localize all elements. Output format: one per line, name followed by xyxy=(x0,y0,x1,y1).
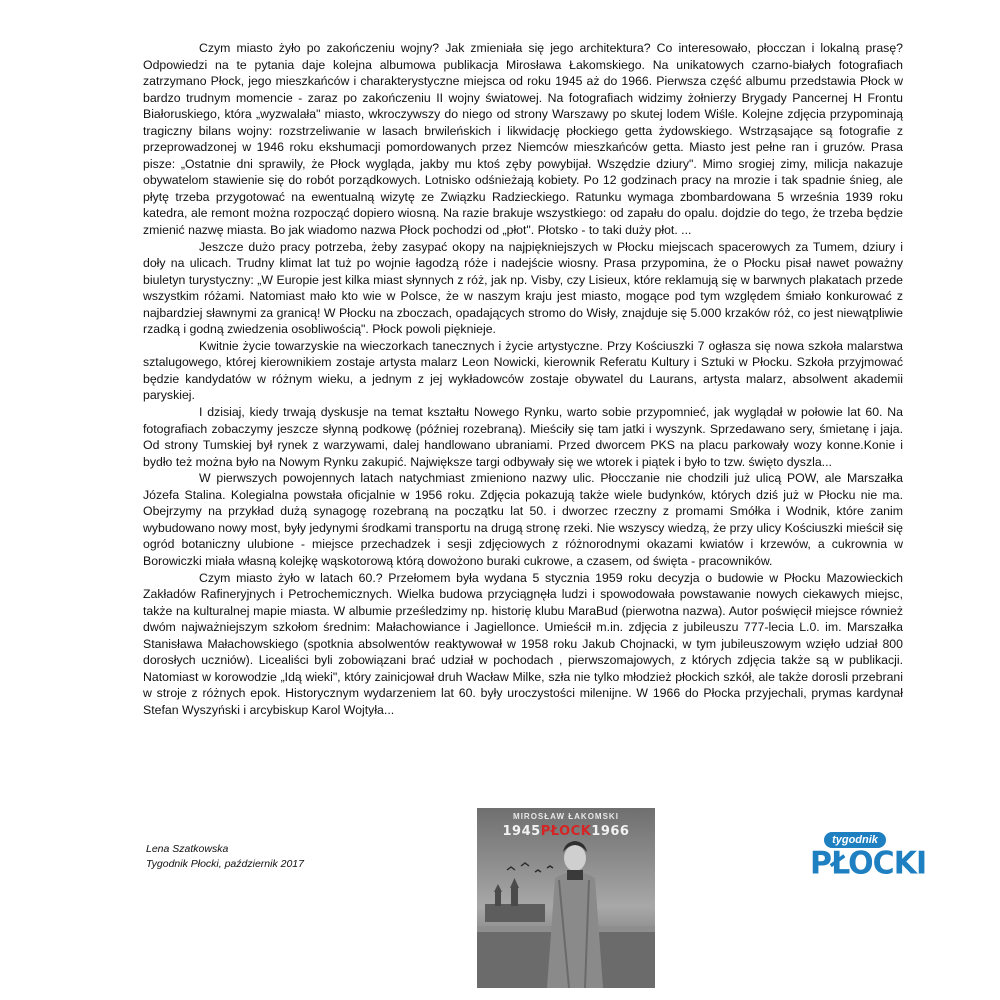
cover-author: MIROSŁAW ŁAKOMSKI xyxy=(513,812,619,821)
paragraph-1: Czym miasto żyło po zakończeniu wojny? Jak zmieniała się jego architektura? Co interesowało, płocczan i lokalną prasę? Odpowiedzi na te pytania daje kolejna albumowa publikacja Mirosława Łakomskiego. Na unikatowych czarno-białych fotografiach zatrzymano Płock, jego mieszkańców i charakterystyczne miejsca od roku 1945 aż do 1966. Pierwsza część albumu przedstawia Płock w bardzo trudnym momencie - zaraz po zakończeniu II wojny światowej. Na fotografiach widzimy żołnierzy Brygady Pancernej H Frontu Białoruskiego, która „wyzwalała" miasto, wkroczywszy do niego od strony Warszawy po skutej lodem Wiśle. Kolejne zdjęcia przypominają tragiczny bilans wojny: rozstrzeliwanie w lasach brwileńskich i likwidację płockiego getta żydowskiego. Wstrząsające są fotografie z przeprowadzonej w 1946 roku ekshumacji pomordowanych przez Niemców mieszkańców getta. Miasto jest pełne ran i gruzów. Prasa pisze: „Ostatnie dni sprawily, że Płock wygląda, jakby mu ktoś zęby powybijał. Wszędzie dziury". Mimo srogiej zimy, milicja nakazuje obywatelom stawienie się do robót porządkowych. Lotnisko odśnieżają kobiety. Po 12 godzinach pracy na mrozie i tak spadnie śnieg, ale płytę trzeba przygotować na ewentualną wizytę ze Związku Radzieckiego. Ratunku wymaga zbombardowana 5 września 1939 roku katedra, ale remont można rozpocząć dopiero wiosną. Na razie brakuje wszystkiego: od zapału do opalu. dojdzie do tego, że trzeba będzie zmienić nazwę miasta. Bo jak wiadomo nazwa Płock pochodzi od „płot". Płotsko - to taki duży płot. ... xyxy=(143,41,903,238)
cover-year-end: 1966 xyxy=(591,824,630,839)
signature-source: Tygodnik Płocki, październik 2017 xyxy=(146,858,304,870)
cover-year-start: 1945 xyxy=(502,824,541,839)
article-body xyxy=(143,40,903,718)
signature-author: Lena Szatkowska xyxy=(146,843,229,855)
cover-title xyxy=(477,824,655,839)
logo-badge: tygodnik xyxy=(824,832,886,848)
paragraph-6: Czym miasto żyło w latach 60.? Przełomem była wydana 5 stycznia 1959 roku decyzja o budowie w Płocku Mazowieckich Zakładów Rafineryjnych i Petrochemicznych. Wielka budowa przyciągnęła ludzi i spowodowała powstawanie nowych ciekawych miejsc, także na kulturalnej mapie miasta. W albumie prześledzimy np. historię klubu MaraBud (pierwotna nazwa). Autor poświęcił miejsce również dwóm najważniejszym szkołom średnim: Małachowiance i Jagiellonce. Umieścił m.in. zdjęcia z jubileuszu 777-lecia L.0. im. Marszałka Stanisława Małachowskiego (spotknia absolwentów reaktywował w 1958 roku Jakub Chojnacki, w tym jubileuszowym wzięło udział 800 dorosłych uczniów). Licealiści byli zobowiązani brać udział w pochodach , pierwszomajowych, z których zdjęcia także są w publikacji. Natomiast w korowodzie „Idą wieki", który zainicjował druh Wacław Milke, szła nie tylko młodzież płockich szkół, ale także dorosli przebrani w stroje z różnych epok. Historycznym wydarzeniem lat 60. były uroczystości milenijne. W 1966 do Płocka przyjechali, prymas kardynał Stefan Wyszyński i arcybiskup Karol Wojtyła... xyxy=(143,570,903,717)
tygodnik-plocki-logo xyxy=(810,832,927,886)
paragraph-4: I dzisiaj, kiedy trwają dyskusje na temat kształtu Nowego Rynku, warto sobie przypomnieć, jak wyglądał w połowie lat 60. Na fotografiach zobaczymy jeszcze słynną podkowę (później rozebraną). Mieściły się tam jatki i wyszynk. Sprzedawano sery, śmietanę i jaja. Od strony Tumskiej był rynek z warzywami, dalej handlowano ubraniami. Przed dworcem PKS na placu parkowały wozy konne.Konie i bydło też można było na Nowym Rynku zakupić. Największe targi odbywały się we wtorek i piątek i było to tzw. święto dyszla... xyxy=(143,405,903,469)
book-cover-image xyxy=(477,808,655,988)
paragraph-5: W pierwszych powojennych latach natychmiast zmieniono nazwy ulic. Płocczanie nie chodzili już ulicą POW, ale Marszałka Józefa Stalina. Kolegialna powstała oficjalnie w 1956 roku. Zdjęcia pokazują także wiele budynków, których dziś już w Płocku nie ma. Obejrzymy na przykład dużą synagogę rozebraną na początku lat 50. i dworzec rzeczny z promami Smółka i Wodnik, które zanim wybudowano nowy most, były jedynymi środkami transportu na drugą stronę rzeki. Nie wszyscy wiedzą, że przy ulicy Kościuszki mieścił się ogród botaniczny ulubione - miejsce przechadzek i sesji zdjęciowych z różnorodnymi okazami kwiatów i krzewów, a cukrownia w Borowiczki miała własną kolejkę wąskotorową którą dowożono buraki cukrowe, a czasem, od święta - pracowników. xyxy=(143,471,903,568)
paragraph-3: Kwitnie życie towarzyskie na wieczorkach tanecznych i życie artystyczne. Przy Kościuszki 7 ogłasza się nowa szkoła malarstwa sztalugowego, której kierownikiem zostaje artysta malarz Leon Nowicki, kierownik Referatu Kultury i Sztuki w Płocku. Szkoła przyjmować będzie kandydatów w różnym wieku, a jednym z jej wykładowców zostaje obywatel du Laurans, artysta malarz, absolwent akademii paryskiej. xyxy=(143,338,903,403)
logo-name: PŁOCKI xyxy=(810,845,927,882)
signature xyxy=(146,842,304,872)
paragraph-2: Jeszcze dużo pracy potrzeba, żeby zasypać okopy na najpiękniejszych w Płocku miejscach spacerowych za Tumem, dziury i doły na ulicach. Trudny klimat lat tuż po wojnie łagodzą róże i nadejście wiosny. Prasa przypomina, że o Płocku pisał nawet poważny biuletyn turystyczny: „W Europie jest kilka miast słynnych z róż, jak np. Visby, czy Lisieux, które reklamują się w barwnych plakatach przede wszystkim różami. Natomiast mało kto wie w Polsce, że w naszym kraju jest miasto, mogące pod tym względem śmiało konkurować z najbardziej sławnymi za granicą! W Płocku na zboczach, opadających stromo do Wisły, znajduje się 5.000 krzaków róż, co jest niewątpliwie rzadką i godną zwiedzenia osobliwością". Płock powoli pięknieje. xyxy=(143,239,903,337)
cover-city: PŁOCK xyxy=(540,824,592,839)
